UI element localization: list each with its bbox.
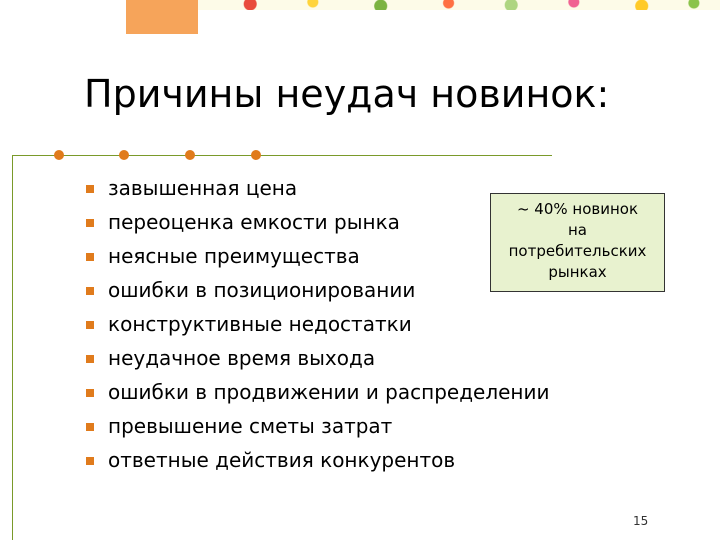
- decor-dot: [54, 150, 64, 160]
- list-item-text: ошибки в продвижении и распределении: [108, 380, 550, 404]
- square-bullet-icon: [86, 185, 94, 193]
- square-bullet-icon: [86, 355, 94, 363]
- callout-line: на: [568, 221, 587, 239]
- square-bullet-icon: [86, 219, 94, 227]
- square-bullet-icon: [86, 253, 94, 261]
- decorative-banner: [126, 0, 720, 34]
- statistic-callout-box: [490, 193, 665, 292]
- list-item-text: переоценка емкости рынка: [108, 210, 400, 234]
- decor-dot: [119, 150, 129, 160]
- list-item-text: превышение сметы затрат: [108, 414, 393, 438]
- square-bullet-icon: [86, 287, 94, 295]
- page-number: 15: [633, 514, 649, 528]
- banner-white-band: [198, 10, 720, 34]
- list-item-text: неудачное время выхода: [108, 346, 376, 370]
- decor-dot: [251, 150, 261, 160]
- callout-line: потребительских: [508, 242, 647, 260]
- callout-line: рынках: [548, 263, 607, 281]
- list-item-text: завышенная цена: [108, 176, 298, 200]
- callout-line: ~ 40% новинок: [516, 200, 639, 218]
- square-bullet-icon: [86, 423, 94, 431]
- floral-pattern: [198, 0, 720, 10]
- decor-dot: [185, 150, 195, 160]
- list-item-text: конструктивные недостатки: [108, 312, 412, 336]
- title-underline: [12, 155, 552, 156]
- list-item-text: ответные действия конкурентов: [108, 448, 456, 472]
- left-border-line: [12, 155, 13, 540]
- square-bullet-icon: [86, 457, 94, 465]
- list-item-text: неясные преимущества: [108, 244, 360, 268]
- slide-title: Причины неудач новинок:: [84, 72, 610, 116]
- list-item-text: ошибки в позиционировании: [108, 278, 416, 302]
- square-bullet-icon: [86, 321, 94, 329]
- square-bullet-icon: [86, 389, 94, 397]
